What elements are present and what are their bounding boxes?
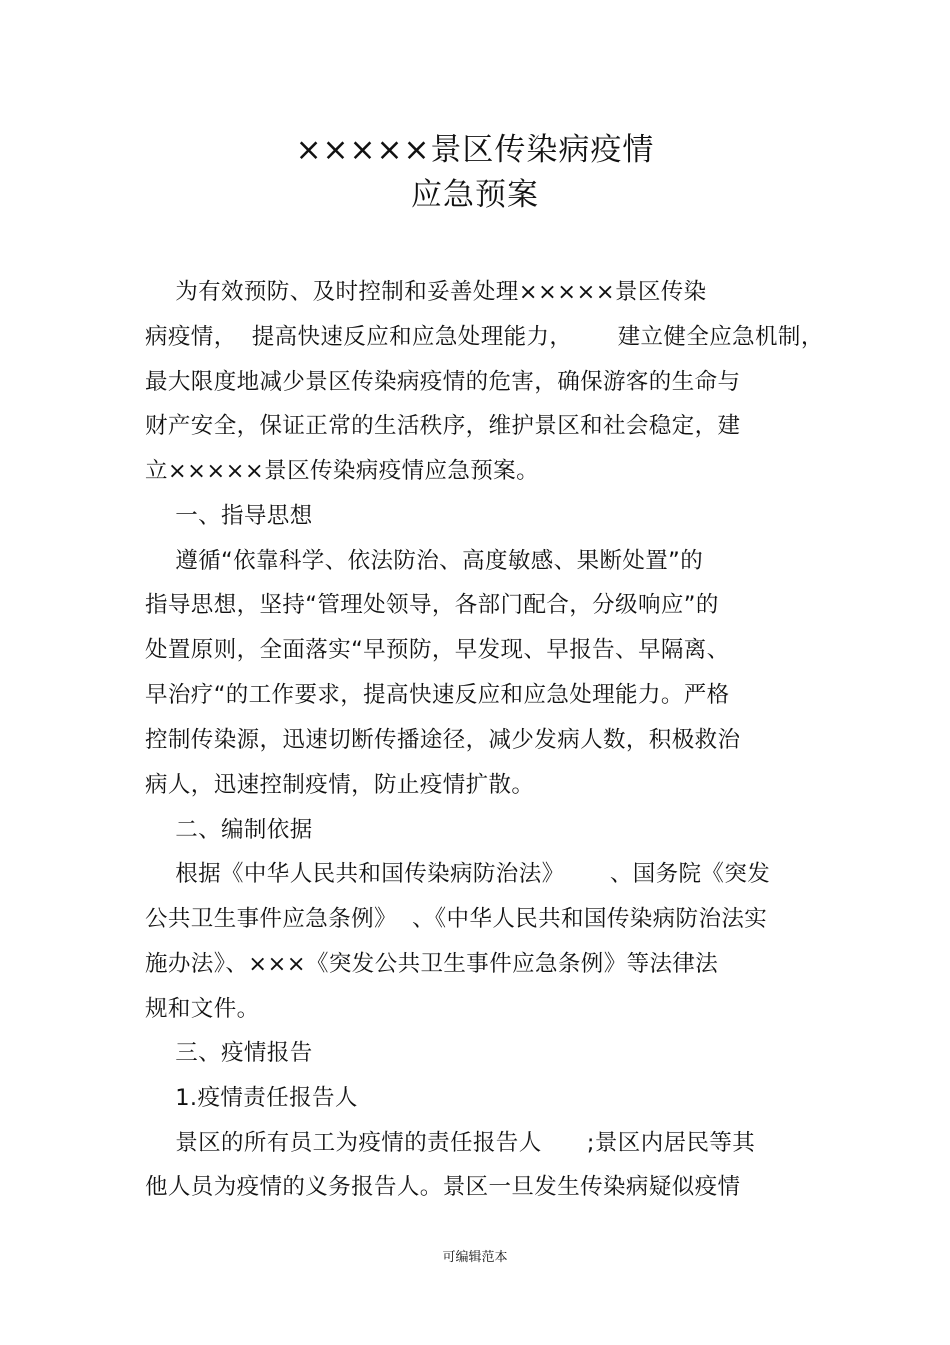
section-heading: 一、指导思想: [145, 503, 313, 529]
body-line: 财产安全，保证正常的生活秩序，维护景区和社会稳定，建: [145, 413, 741, 439]
subsection-heading: 1.疫情责任报告人: [145, 1085, 358, 1111]
document-title-line-1: ×××××景区传染病疫情: [295, 132, 655, 168]
body-line: 立×××××景区传染病疫情应急预案。: [145, 458, 539, 484]
body-line: 他人员为疫情的义务报告人。景区一旦发生传染病疑似疫情: [145, 1174, 741, 1200]
body-line: 遵循“依靠科学、依法防治、高度敏感、果断处置”的: [145, 548, 704, 574]
body-line: 指导思想，坚持“管理处领导，各部门配合，分级响应”的: [145, 592, 719, 618]
body-line: 为有效预防、及时控制和妥善处理×××××景区传染: [145, 279, 707, 305]
body-line: 病疫情， 提高快速反应和应急处理能力， 建立健全应急机制，: [145, 324, 824, 350]
body-line: 根据《中华人民共和国传染病防治法》 、国务院《突发: [145, 861, 771, 887]
section-heading: 三、疫情报告: [145, 1040, 313, 1066]
body-line: 病人，迅速控制疫情，防止疫情扩散。: [145, 772, 535, 798]
body-line: 公共卫生事件应急条例》 、《中华人民共和国传染病防治法实: [145, 906, 768, 932]
body-line: 早治疗“的工作要求，提高快速反应和应急处理能力。严格: [145, 682, 730, 708]
body-line: 控制传染源，迅速切断传播途径，减少发病人数，积极救治: [145, 727, 741, 753]
page-footer: 可编辑范本: [442, 1250, 508, 1265]
document-title-line-2: 应急预案: [411, 177, 539, 213]
body-line: 景区的所有员工为疫情的责任报告人 ;景区内居民等其: [145, 1130, 756, 1156]
body-line: 施办法》、×××《突发公共卫生事件应急条例》等法律法: [145, 951, 719, 977]
body-line: 最大限度地减少景区传染病疫情的危害，确保游客的生命与: [145, 369, 741, 395]
body-line: 规和文件。: [145, 996, 260, 1022]
section-heading: 二、编制依据: [145, 817, 313, 843]
body-line: 处置原则，全面落实“早预防，早发现、早报告、早隔离、: [145, 637, 730, 663]
